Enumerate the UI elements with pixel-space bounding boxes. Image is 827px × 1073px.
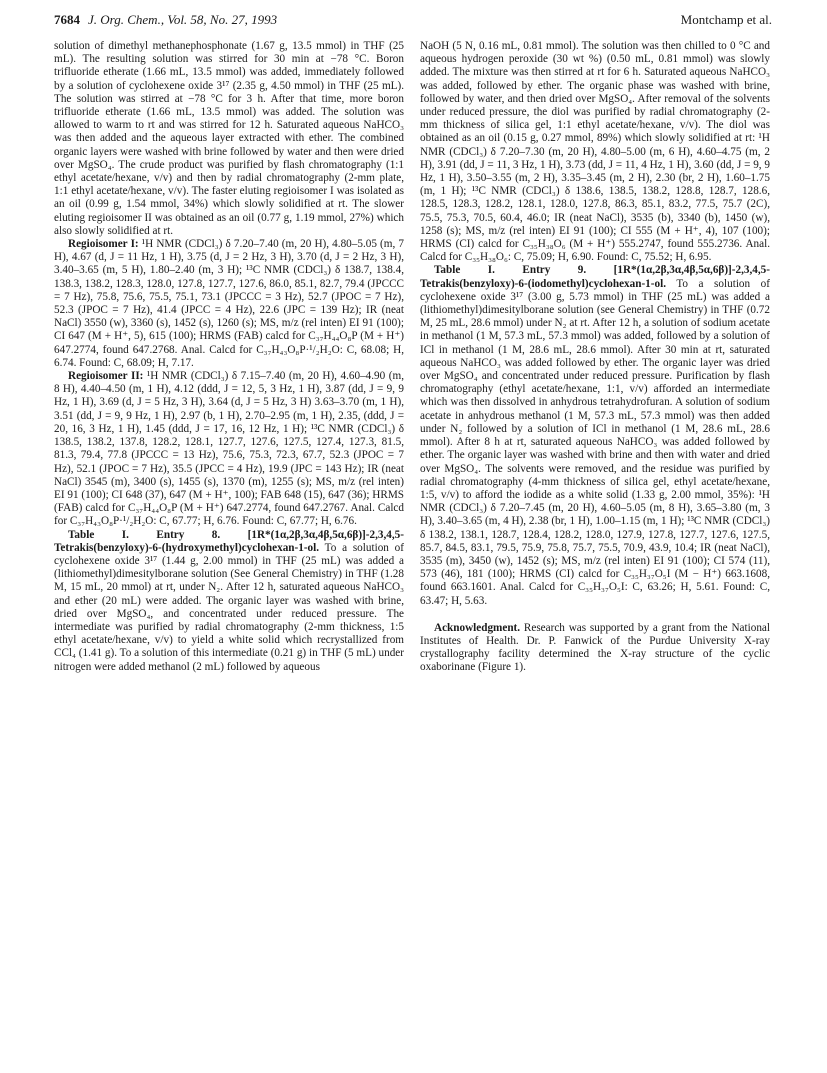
header-authors: Montchamp et al. [680, 12, 772, 27]
paragraph-heading: Regioisomer II: [68, 370, 144, 383]
acknowledgment-heading: Acknowledgment. [434, 621, 521, 634]
paragraph: NaOH (5 N, 0.16 mL, 0.81 mmol). The solution was then chilled to 0 °C and aqueous hydrogen peroxide (30 wt %) (0.50 mL, 0.81 mmol) was slowly added. The mixture was then stirred at rt for 6 h. Saturated aqueous NaHCO₃ was added, followed by ether. The organic phase was washed with brine, followed by water, and then dried over MgSO₄. After removal of the solvents under reduced pressure, the diol was purified by radial chromatography (2-mm thickness of silica gel, 1:1 ethyl acetate/hexane, v/v). The diol was obtained as an oil (0.15 g, 0.27 mmol, 89%) which slowly solidified at rt: ¹H NMR (CDCl₃) δ 7.20–7.30 (m, 20 H), 4.80–5.00 (m, 6 H), 4.60–4.75 (m, 2 H), 3.91 (dd, J = 11, 3 Hz, 1 H), 3.73 (dd, J = 11, 4 Hz, 1 H), 3.60 (dd, J = 9, 9 Hz, 1 H), 3.50–3.55 (m, 2 H), 3.35–3.45 (m, 2 H), 2.30 (br, 2 H), 1.60–1.75 (m, 1 H); ¹³C NMR (CDCl₃) δ 138.6, 138.5, 138.2, 128.8, 128.7, 128.6, 128.5, 128.3, 128.2, 128.1, 128.0, 127.8, 86.3, 85.1, 83.2, 77.5, 75.7 (2C), 75.5, 75.3, 70.5, 60.4, 46.0; IR (neat NaCl), 3535 (b), 3340 (b), 1450 (w), 1258 (s); MS, m/z (rel inten) EI 91 (100); CI 555 (M + H⁺, 4), 107 (100); HRMS (CI) calcd for C₃₅H₃₈O₆ (M + H⁺) 555.2747, found 555.2736. Anal. Calcd for C₃₅H₃₈O₆: C, 75.09; H, 6.90. Found: C, 75.52; H, 6.95. [420, 40, 770, 264]
paragraph-body: ¹H NMR (CDCl₃) δ 7.20–7.40 (m, 20 H), 4.80–5.05 (m, 7 H), 4.67 (d, J = 11 Hz, 1 H), 3.75 (d, J = 2 Hz, 3 H), 3.70 (d, J = 2 Hz, 3 H), 3.40–3.65 (m, 5 H), 1.80–2.40 (m, 3 H); ¹³C NMR (CDCl₃) δ 138.7, 138.4, 138.3, 138.2, 128.3, 128.0, 127.8, 127.7, 127.6, 86.0, 85.1, 82.7, 79.4 (JPCCC = 7 Hz), 75.8, 75.6, 75.5, 75.1, 73.1 (JPCCC = 3 Hz), 52.7 (JPOC = 7 Hz), 52.3 (JPOC = 7 Hz), 41.4 (JPCC = 4 Hz), 22.6 (JPC = 139 Hz); IR (neat NaCl) 3550 (w), 3360 (s), 1452 (s), 1260 (s); MS, m/z (rel inten) EI 91 (100); CI 647 (M + H⁺, 5), 615 (100); HRMS (FAB) calcd for C₃₇H₄₄O₈P (M + H⁺) 647.2774, found 647.2768. Anal. Calcd for C₃₇H₄₃O₈P·¹/₂H₂O: C, 68.08; H, 6.74. Found: C, 68.09; H, 7.17. [54, 238, 404, 369]
paragraph-entry-8 [54, 529, 404, 674]
paragraph-heading: Table I. Entry 9. [1R*(1α,2β,3α,4β,5α,6β)]-2,3,4,5-Tetrakis(benzyloxy)-6-(iodomethyl)cyclohexan-1-ol. [420, 264, 770, 290]
header-left [54, 12, 277, 28]
paragraph-heading: Table I. Entry 8. [1R*(1α,2β,3α,4β,5α,6β)]-2,3,4,5-Tetrakis(benzyloxy)-6-(hydroxymethyl)cyclohexan-1-ol. [54, 528, 404, 554]
page-number: 7684 [54, 12, 80, 27]
paragraph-body: To a solution of cyclohexene oxide 3¹⁷ (1.44 g, 2.00 mmol) in THF (25 mL) was added a (lithiomethyl)dimesitylborane solution (See General Chemistry) in THF (1.28 M, 15 mL, 20 mmol) at rt, under N₂. After 12 h, saturated aqueous NaHCO₃ and ether (20 mL) were added. The organic layer was washed with brine, dried over MgSO₄, and concentrated under reduced pressure. The intermediate was purified by radial chromatography (2-mm thickness, 1:5 ethyl acetate/hexane, v/v) to yield a white solid which recrystallized from CCl₄ (1.41 g). To a solution of this intermediate (0.21 g) in THF (5 mL) under nitrogen were added methanol (2 mL) followed by aqueous [54, 541, 404, 673]
acknowledgment-body: Research was supported by a grant from the National Institutes of Health. Dr. P. Fanwick of the Purdue University X-ray crystallography facility determined the X-ray structure of the cyclic oxaborinane (Figure 1). [420, 621, 770, 674]
paragraph-entry-9 [420, 264, 770, 607]
paragraph-regioisomer-2 [54, 370, 404, 528]
acknowledgment [420, 622, 770, 675]
paragraph-regioisomer-1 [54, 238, 404, 370]
paragraph-body: ¹H NMR (CDCl₃) δ 7.15–7.40 (m, 20 H), 4.60–4.90 (m, 8 H), 4.40–4.50 (m, 1 H), 4.12 (ddd, J = 12, 5, 3 Hz, 1 H), 3.87 (dd, J = 9, 9 Hz, 1 H), 3.69 (d, J = 5 Hz, 3 H), 3.64 (d, J = 5 Hz, 3 H) 3.63–3.70 (m, 1 H), 3.51 (dd, J = 9, 9 Hz, 1 H), 2.97 (b, 1 H), 2.70–2.95 (m, 1 H), 2.35, (ddd, J = 20, 16, 3 Hz, 1 H), 1.45 (ddd, J = 17, 16, 12 Hz, 1 H); ¹³C NMR (CDCl₃) δ 138.5, 138.2, 137.8, 128.2, 128.1, 127.7, 127.6, 127.5, 127.4, 127.3, 81.5, 81.3, 79.4, 77.8 (JPCCC = 13 Hz), 75.6, 75.3, 72.3, 67.7, 52.3 (JPOC = 7 Hz), 52.1 (JPOC = 7 Hz), 35.5 (JPCC = 4 Hz), 19.9 (JPC = 143 Hz); IR (neat NaCl) 3545 (m), 3400 (s), 1455 (s), 1370 (m), 1255 (s); MS, m/z (rel inten) EI 91 (100); CI 648 (37), 647 (M + H⁺, 100); FAB 648 (15), 647 (36); HRMS (FAB) calcd for C₃₇H₄₄O₈P (M + H⁺) 647.2774, found 647.2767. Anal. Calcd for C₃₇H₄₃O₈P·¹/₂H₂O: C, 67.77; H, 6.76. Found: C, 67.77; H, 6.76. [54, 370, 404, 528]
left-column [54, 40, 404, 674]
paragraph-heading: Regioisomer I: [68, 238, 139, 251]
right-column [420, 40, 770, 675]
paragraph-body: To a solution of cyclohexene oxide 3¹⁷ (3.00 g, 5.73 mmol) in THF (25 mL) was added a (lithiomethyl)dimesitylborane solution (see General Chemistry) in THF (0.72 M, 25 mL, 28.6 mmol) under N₂ at rt. After 12 h, a solution of sodium acetate in methanol (1 M, 57.3 mL, 57.3 mmol) was added, followed by a solution of ICl in methanol (1 M, 28.6 mL, 28.6 mmol). After 30 min at rt, saturated aqueous NaHCO₃ was added followed by ether. The organic layer was dried over MgSO₄ and concentrated under reduced pressure. Purification by flash chromatography (ethyl acetate/hexane, 1:1, v/v) afforded an intermediate which was then dissolved in anhydrous tetrahydrofuran. A solution of sodium acetate in anhydrous methanol (1 M, 57.3 mL, 57.3 mmol) was then added under N₂ followed by a solution of ICl in methanol (1 M, 28.6 mL, 28.6 mmol). After 8 h at rt, saturated aqueous NaHCO₃ was added followed by ether. The organic layer was washed with brine and then with water and dried over MgSO₄. The solvents were removed, and the residue was purified by radial chromatography (4-mm thickness of silica gel, ethyl acetate/hexane, 1:5, v/v) to afford the iodide as a white solid (1.33 g, 2.00 mmol, 35%): ¹H NMR (CDCl₃) δ 7.20–7.45 (m, 20 H), 4.60–5.05 (m, 8 H), 3.65–3.80 (m, 3 H), 3.40–3.65 (m, 4 H), 2.38 (br, 1 H), 1.00–1.15 (m, 1 H); ¹³C NMR (CDCl₃) δ 138.2, 138.1, 128.7, 128.4, 128.2, 128.0, 127.9, 127.8, 127.7, 127.6, 127.5, 85.7, 84.5, 83.1, 79.5, 75.9, 75.8, 75.7, 75.5, 70.9, 43.9, 10.4; IR (neat NaCl), 3535 (m), 3450 (w), 1452 (s); MS, m/z (rel inten) EI 91 (100); CI 574 (11), 573 (46), 181 (100); HRMS (CI) calcd for C₃₅H₃₇O₅I (M − H⁺) 663.1608, found 663.1601. Anal. Calcd for C₃₅H₃₇O₅I: C, 63.26; H, 5.61. Found: C, 63.47; H, 5.63. [420, 277, 770, 607]
journal-citation: J. Org. Chem., Vol. 58, No. 27, 1993 [88, 12, 278, 27]
paragraph: solution of dimethyl methanephosphonate (1.67 g, 13.5 mmol) in THF (25 mL). The resulting solution was stirred for 30 min at −78 °C. Boron trifluoride etherate (1.66 mL, 13.5 mmol) was added, immediately followed by a solution of cyclohexene oxide 3¹⁷ (2.35 g, 4.50 mmol) in THF (25 mL). The solution was stirred at −78 °C for 3 h. After that time, more boron trifluoride etherate (1.66 mL, 13.5 mmol) was added. The solution was allowed to warm to rt and was stirred for 12 h. Saturated aqueous NaHCO₃ was then added and the aqueous layer extracted with ether. The combined organic layers were washed with brine followed by water and then were dried over MgSO₄. The crude product was purified by flash chromatography (1:1 ethyl acetate/hexane, v/v) and then by radial chromatography (2-mm plate, 1:1 ethyl acetate/hexane, v/v). The faster eluting regioisomer I was isolated as an oil (0.99 g, 1.54 mmol, 34%) which slowly solidified at rt. The slower eluting regioisomer II was obtained as an oil (0.77 g, 1.19 mmol, 27%) which also slowly solidified at rt. [54, 40, 404, 237]
running-header [54, 12, 772, 32]
